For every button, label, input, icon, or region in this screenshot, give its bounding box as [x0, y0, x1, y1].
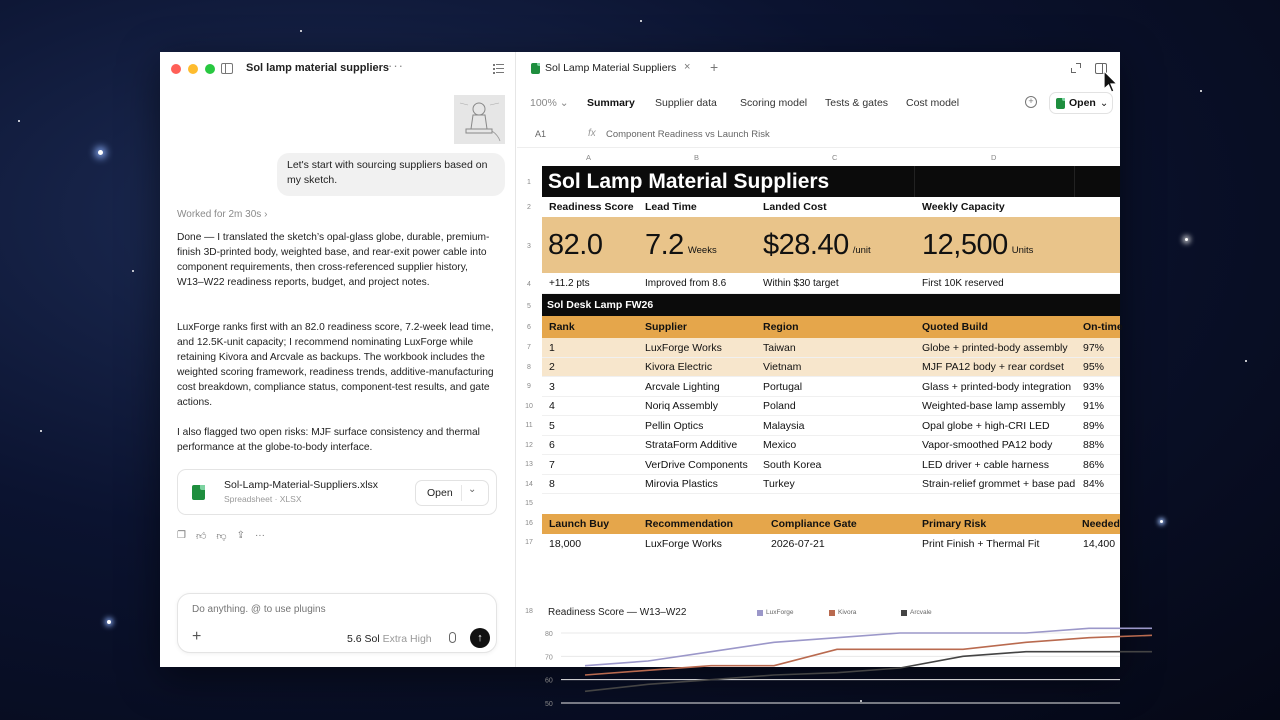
table-row: [542, 377, 1120, 397]
chat-pane: [160, 52, 516, 667]
file-type: Spreadsheet · XLSX: [224, 494, 302, 504]
kpi-number: 7.2: [645, 228, 684, 261]
zoom-selector[interactable]: [530, 97, 569, 109]
legend-label: Kivora: [838, 609, 857, 616]
table-cell[interactable]: Strain-relief grommet + base pad: [922, 478, 1076, 490]
sketch-thumbnail[interactable]: [454, 95, 505, 144]
star: [640, 20, 642, 22]
table-cell[interactable]: Weighted-base lamp assembly: [922, 400, 1066, 412]
row-number[interactable]: 12: [525, 442, 533, 449]
row-number[interactable]: 14: [525, 481, 533, 488]
chart-title: Readiness Score — W13–W22: [548, 607, 687, 618]
close-window-button[interactable]: [171, 64, 181, 74]
table-cell[interactable]: Turkey: [763, 478, 795, 490]
worked-for-label: Worked for 2m 30s: [177, 209, 262, 220]
row-number[interactable]: 11: [525, 422, 533, 429]
maximize-window-button[interactable]: [205, 64, 215, 74]
row-number[interactable]: 7: [527, 344, 531, 351]
table-cell[interactable]: 95%: [1083, 361, 1105, 373]
table-cell[interactable]: 84%: [1083, 478, 1105, 490]
chevron-right-icon: ›: [264, 209, 268, 220]
y-tick-label: 60: [545, 677, 553, 685]
more-options-icon[interactable]: ···: [388, 58, 404, 73]
table-header[interactable]: Recommendation: [645, 518, 734, 530]
table-header[interactable]: Compliance Gate: [771, 518, 857, 530]
kpi-note[interactable]: Improved from 8.6: [645, 277, 727, 289]
table-row: [542, 358, 1120, 377]
document-tab-label: Sol Lamp Material Suppliers: [545, 62, 677, 74]
cell-reference[interactable]: A1: [535, 129, 547, 139]
row-number[interactable]: 15: [525, 500, 533, 507]
table-cell[interactable]: 88%: [1083, 439, 1105, 451]
add-plugin-icon[interactable]: +: [1025, 96, 1037, 108]
table-header[interactable]: On-time: [1083, 321, 1123, 333]
expand-icon[interactable]: [1071, 63, 1081, 73]
section-row: [542, 294, 1120, 316]
row-number[interactable]: 17: [525, 539, 533, 546]
kpi-value[interactable]: [922, 217, 1033, 273]
star: [860, 700, 862, 702]
table-cell[interactable]: Pellin Optics: [645, 419, 704, 432]
assistant-paragraph: LuxForge ranks first with an 82.0 readiness score, 7.2-week lead time, and 12.5K-unit capacity; I recommend nominating LuxForge while retaining Kivora and Arcvale as backups. The workbook includes the weighted scoring framework, readiness trends, additive-manufacturing cost breakdown, compliance status, component-test results, and gate actions.: [177, 322, 494, 408]
table-cell[interactable]: 5: [549, 419, 555, 432]
series-line-kivora: [585, 635, 1152, 675]
star: [1160, 520, 1163, 523]
table-cell[interactable]: StrataForm Additive: [645, 439, 738, 451]
table-cell[interactable]: Taiwan: [763, 341, 796, 354]
table-cell[interactable]: 7: [549, 458, 555, 471]
table-cell[interactable]: South Korea: [763, 458, 822, 471]
chevron-down-icon: ⌄: [1099, 97, 1109, 109]
chat-title: Sol lamp material suppliers: [246, 62, 390, 74]
table-cell[interactable]: Portugal: [763, 380, 803, 393]
star: [107, 620, 111, 624]
column-header[interactable]: B: [694, 153, 700, 162]
table-cell[interactable]: LuxForge Works: [645, 538, 722, 550]
table-cell[interactable]: LuxForge Works: [645, 341, 722, 354]
function-icon: fx: [588, 128, 596, 139]
kpi-unit: Units: [1011, 244, 1034, 256]
formula-bar: [517, 120, 1120, 148]
sheet-grid: [542, 166, 1123, 667]
share-icon[interactable]: ⇪: [236, 530, 245, 541]
table-row: [542, 338, 1120, 358]
file-open-button[interactable]: [415, 480, 489, 506]
sheet-title[interactable]: Sol Lamp Material Suppliers: [548, 169, 830, 193]
legend-item: [901, 609, 932, 616]
row-number[interactable]: 4: [527, 281, 531, 288]
kpi-label[interactable]: Weekly Capacity: [922, 201, 1005, 213]
window-controls: [171, 64, 215, 74]
legend-swatch: [901, 610, 907, 616]
kpi-unit: Weeks: [687, 244, 717, 256]
table-cell[interactable]: 14,400: [1083, 538, 1116, 550]
table-header[interactable]: Supplier: [645, 321, 688, 333]
app-window: [160, 52, 1123, 708]
spreadsheet-file-icon: [1056, 98, 1065, 109]
table-cell[interactable]: Opal globe + high-CRI LED: [922, 419, 1050, 432]
assistant-paragraph: Done — I translated the sketch’s opal-glass globe, durable, premium-finish 3D-printed body, weighted base, and rear-exit power cable into component requirements, then cross-referenced supplier history, W13–W22 readiness reports, budget, and project notes.: [177, 232, 490, 288]
chevron-down-icon[interactable]: ⌄: [468, 484, 477, 495]
table-cell[interactable]: Print Finish + Thermal Fit: [922, 538, 1040, 550]
row-number[interactable]: 13: [525, 461, 533, 468]
title-row: [542, 166, 1120, 197]
table-row: [542, 455, 1120, 475]
tab-tests-gates[interactable]: Tests & gates: [825, 97, 889, 109]
model-name: 5.6 Sol: [347, 633, 380, 645]
star: [1185, 238, 1188, 241]
prompt-input[interactable]: [192, 604, 472, 615]
spreadsheet-pane: [517, 52, 1123, 708]
y-tick-label: 70: [545, 654, 553, 662]
table-cell[interactable]: 8: [549, 478, 555, 490]
mouse-cursor-icon: [1103, 70, 1119, 94]
legend-label: Arcvale: [910, 609, 932, 616]
star: [1245, 360, 1247, 362]
star: [132, 270, 134, 272]
file-open-label: Open: [427, 487, 453, 499]
close-tab-icon[interactable]: ×: [684, 61, 691, 73]
sidebar-toggle-icon[interactable]: [221, 63, 233, 74]
section-title[interactable]: Sol Desk Lamp FW26: [547, 299, 654, 311]
table-cell[interactable]: 3: [549, 380, 555, 393]
kpi-number: 12,500: [922, 228, 1008, 261]
row-number[interactable]: 18: [525, 608, 533, 615]
table-header[interactable]: Quoted Build: [922, 321, 988, 333]
legend-swatch: [757, 610, 763, 616]
kpi-label[interactable]: Lead Time: [645, 201, 697, 213]
table-cell[interactable]: 1: [549, 341, 555, 354]
microphone-icon[interactable]: [449, 632, 456, 643]
composer: [177, 593, 497, 653]
table-row: [542, 436, 1120, 455]
readiness-chart[interactable]: [541, 617, 1120, 708]
legend-item: [757, 609, 793, 616]
message-actions: [177, 530, 265, 542]
model-selector[interactable]: [347, 633, 432, 645]
new-tab-icon[interactable]: +: [710, 59, 719, 75]
table-header[interactable]: Launch Buy: [549, 518, 610, 530]
worked-for-toggle[interactable]: [177, 209, 267, 220]
zoom-level: 100%: [530, 97, 557, 109]
tab-scoring-model[interactable]: Scoring model: [740, 97, 808, 109]
kpi-note[interactable]: +11.2 pts: [549, 277, 590, 289]
table-cell[interactable]: Arcvale Lighting: [645, 380, 720, 393]
launch-row: [542, 534, 1120, 554]
divider: [461, 485, 462, 501]
table-cell[interactable]: 2: [549, 361, 555, 373]
row-number[interactable]: 16: [525, 520, 533, 527]
spreadsheet-file-icon: [192, 485, 205, 500]
kpi-note[interactable]: First 10K reserved: [922, 277, 1004, 289]
table-cell[interactable]: 18,000: [549, 538, 582, 550]
table-cell[interactable]: 2026-07-21: [771, 538, 825, 550]
table-header-row: [542, 316, 1123, 338]
star: [1200, 90, 1202, 92]
table-cell[interactable]: Globe + printed-body assembly: [922, 341, 1068, 354]
file-name: Sol-Lamp-Material-Suppliers.xlsx: [224, 479, 379, 491]
table-cell[interactable]: 93%: [1083, 380, 1105, 393]
table-cell[interactable]: Malaysia: [763, 419, 805, 432]
open-button-label: Open: [1069, 97, 1096, 109]
kpi-value-row: [542, 217, 1120, 273]
table-header[interactable]: Region: [763, 321, 799, 333]
table-cell[interactable]: Poland: [763, 400, 796, 412]
table-header[interactable]: Rank: [549, 321, 575, 333]
column-header[interactable]: D: [991, 153, 997, 162]
row-number[interactable]: 2: [527, 204, 531, 211]
row-number[interactable]: 1: [527, 179, 531, 186]
table-cell[interactable]: VerDrive Components: [645, 458, 748, 471]
table-cell[interactable]: Glass + printed-body integration: [922, 380, 1072, 393]
table-cell[interactable]: Vietnam: [763, 361, 802, 373]
table-row: [542, 475, 1120, 494]
star: [300, 30, 302, 32]
more-icon[interactable]: ···: [254, 530, 265, 541]
table-header[interactable]: Primary Risk: [922, 518, 987, 530]
effort-level: Extra High: [382, 633, 432, 645]
table-cell[interactable]: 89%: [1083, 419, 1105, 432]
star: [98, 150, 103, 155]
table-cell[interactable]: 4: [549, 400, 555, 412]
table-cell[interactable]: Noriq Assembly: [645, 400, 718, 412]
table-cell[interactable]: 97%: [1083, 341, 1105, 354]
kpi-label[interactable]: Readiness Score: [549, 201, 634, 213]
table-cell[interactable]: Kivora Electric: [645, 361, 713, 373]
table-cell[interactable]: 91%: [1083, 400, 1105, 412]
kpi-value[interactable]: [548, 217, 602, 273]
column-header[interactable]: C: [832, 153, 838, 162]
row-number[interactable]: 9: [527, 383, 531, 390]
row-number[interactable]: 6: [527, 324, 531, 331]
add-attachment-icon[interactable]: +: [192, 628, 202, 645]
series-line-luxforge: [585, 628, 1152, 665]
row-number[interactable]: 3: [527, 243, 531, 250]
legend-label: LuxForge: [766, 609, 794, 616]
send-button[interactable]: ↑: [470, 628, 490, 648]
document-tab-bar: [517, 52, 1120, 86]
tab-summary[interactable]: Summary: [587, 97, 635, 109]
launch-header-row: [542, 514, 1120, 534]
row-number[interactable]: 5: [527, 303, 531, 310]
kpi-unit: /unit: [852, 244, 871, 256]
star: [18, 120, 20, 122]
table-cell[interactable]: Mirovia Plastics: [645, 478, 718, 490]
assistant-paragraph: I also flagged two open risks: MJF surface consistency and thermal performance at the globe-to-body interface.: [177, 427, 480, 453]
kpi-value[interactable]: [763, 217, 871, 273]
task-list-icon[interactable]: [493, 63, 504, 73]
table-cell[interactable]: MJF PA12 body + rear cordset: [922, 361, 1064, 373]
chevron-down-icon: ⌄: [559, 97, 569, 109]
legend-item: [829, 609, 856, 616]
open-button[interactable]: [1049, 92, 1113, 114]
table-row: [542, 416, 1120, 436]
kpi-value[interactable]: [645, 217, 717, 273]
minimize-window-button[interactable]: [188, 64, 198, 74]
table-header[interactable]: Needed: [1082, 518, 1120, 530]
row-number[interactable]: 8: [527, 364, 531, 371]
thumbs-down-icon[interactable]: 👎︎: [216, 531, 227, 542]
thumbs-up-icon[interactable]: 👍︎: [195, 531, 207, 542]
tab-supplier-data[interactable]: Supplier data: [655, 97, 717, 109]
formula-input[interactable]: Component Readiness vs Launch Risk: [606, 129, 770, 140]
table-cell[interactable]: LED driver + cable harness: [922, 458, 1049, 471]
spreadsheet-file-icon: [531, 63, 540, 74]
user-message: Let's start with sourcing suppliers based on my sketch.: [277, 153, 505, 196]
kpi-number: $28.40: [763, 228, 849, 261]
star: [40, 430, 42, 432]
tab-cost-model[interactable]: Cost model: [906, 97, 960, 109]
sheet-toolbar: [517, 86, 1120, 120]
column-header[interactable]: A: [586, 153, 592, 162]
kpi-note-row: [542, 273, 1120, 294]
table-row: [542, 397, 1120, 416]
kpi-label-row: [542, 197, 1120, 217]
y-tick-label: 80: [545, 631, 553, 638]
row-number[interactable]: 10: [525, 403, 533, 410]
y-tick-label: 50: [545, 701, 553, 708]
kpi-number: 82.0: [548, 228, 603, 261]
table-cell[interactable]: Vapor-smoothed PA12 body: [922, 439, 1053, 451]
file-attachment-card[interactable]: [177, 469, 497, 515]
table-cell[interactable]: Mexico: [763, 439, 797, 451]
copy-icon[interactable]: ❐: [177, 530, 186, 541]
kpi-note[interactable]: Within $30 target: [763, 277, 839, 289]
legend-swatch: [829, 610, 835, 616]
document-tab[interactable]: [531, 62, 676, 74]
kpi-label[interactable]: Landed Cost: [763, 201, 827, 213]
table-cell[interactable]: 86%: [1083, 458, 1105, 471]
table-cell[interactable]: 6: [549, 439, 555, 451]
